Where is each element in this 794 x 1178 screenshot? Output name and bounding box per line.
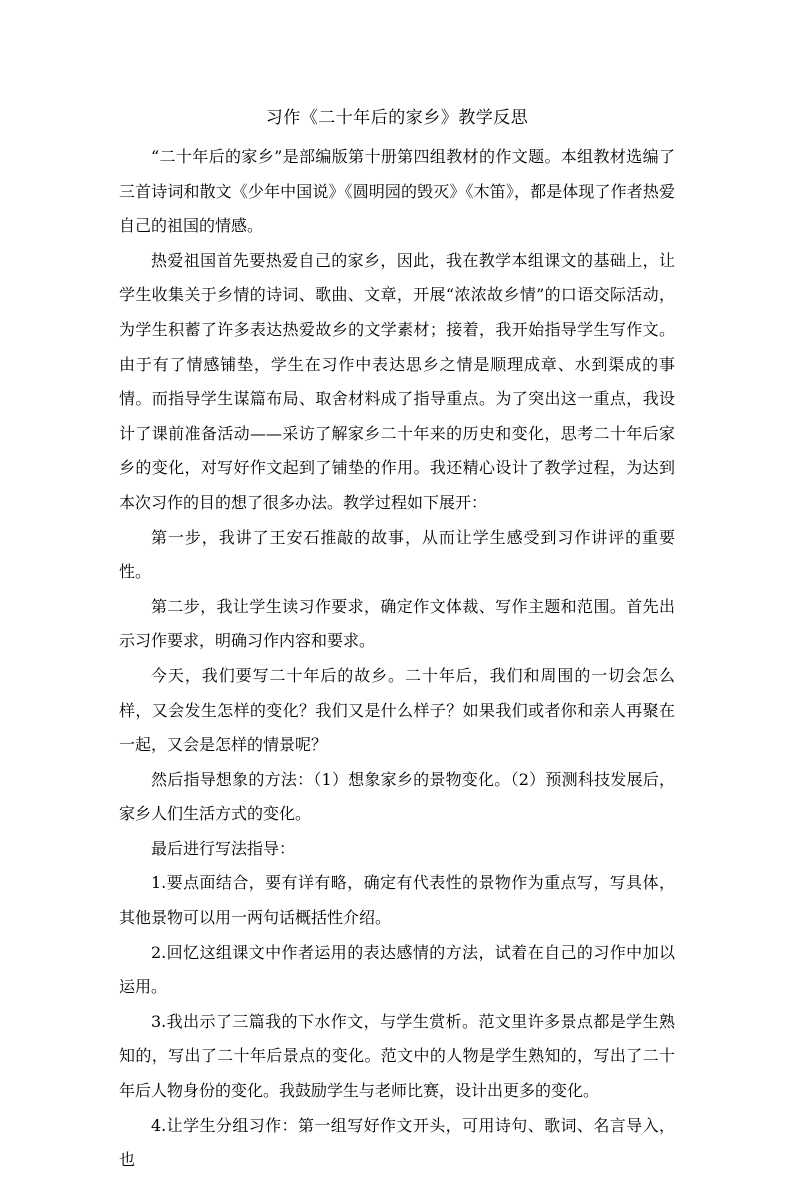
list-item-4: 4.让学生分组习作：第一组写好作文开头，可用诗句、歌词、名言导入，也 [119,1115,675,1170]
paragraph-step-one: 第一步，我讲了王安石推敲的故事，从而让学生感受到习作讲评的重要性。 [119,527,675,582]
paragraph-background: 热爱祖国首先要热爱自己的家乡，因此，我在教学本组课文的基础上，让学生收集关于乡情的诗词、歌曲、文章，开展“浓浓故乡情”的口语交际活动，为学生积蓄了许多表达热爱故乡的文学素材；接着，我开始指导学生写作文。由于有了情感铺垫，学生在习作中表达思乡之情是顺理成章、水到渠成的事情。而指导学生谋篇布局、取舍材料成了指导重点。为了突出这一重点，我设计了课前准备活动——采访了解家乡二十年来的历史和变化，思考二十年后家乡的变化，对写好作文起到了铺垫的作用。我还精心设计了教学过程，为达到本次习作的目的想了很多办法。教学过程如下展开： [119,250,675,512]
document-title: 习作《二十年后的家乡》教学反思 [265,108,529,128]
paragraph-assignment: 今天，我们要写二十年后的故乡。二十年后，我们和周围的一切会怎么样，又会发生怎样的变化？我们又是什么样子？如果我们或者你和亲人再聚在一起，又会是怎样的情景呢？ [119,665,675,755]
paragraph-step-two: 第二步，我让学生读习作要求，确定作文体裁、写作主题和范围。首先出示习作要求，明确习作内容和要求。 [119,596,675,651]
paragraph-writing-guidance: 最后进行写法指导： [151,838,296,858]
paragraph-intro: “二十年后的家乡”是部编版第十册第四组教材的作文题。本组教材选编了三首诗词和散文《少年中国说》《圆明园的毁灭》《木笛》，都是体现了作者热爱自己的祖国的情感。 [119,147,675,236]
document-body [119,140,675,1178]
paragraph-imagination-method: 然后指导想象的方法：（1）想象家乡的景物变化。（2）预测科技发展后，家乡人们生活方式的变化。 [119,769,675,824]
list-item-3: 3.我出示了三篇我的下水作文，与学生赏析。范文里许多景点都是学生熟知的，写出了二十年后景点的变化。范文中的人物是学生熟知的，写出了二十年后人物身份的变化。我鼓励学生与老师比赛，设计出更多的变化。 [119,1011,675,1101]
list-item-2: 2.回忆这组课文中作者运用的表达感情的方法，试着在自己的习作中加以运用。 [119,942,675,997]
list-item-1: 1.要点面结合，要有详有略，确定有代表性的景物作为重点写，写具体，其他景物可以用一两句话概括性介绍。 [119,873,675,928]
